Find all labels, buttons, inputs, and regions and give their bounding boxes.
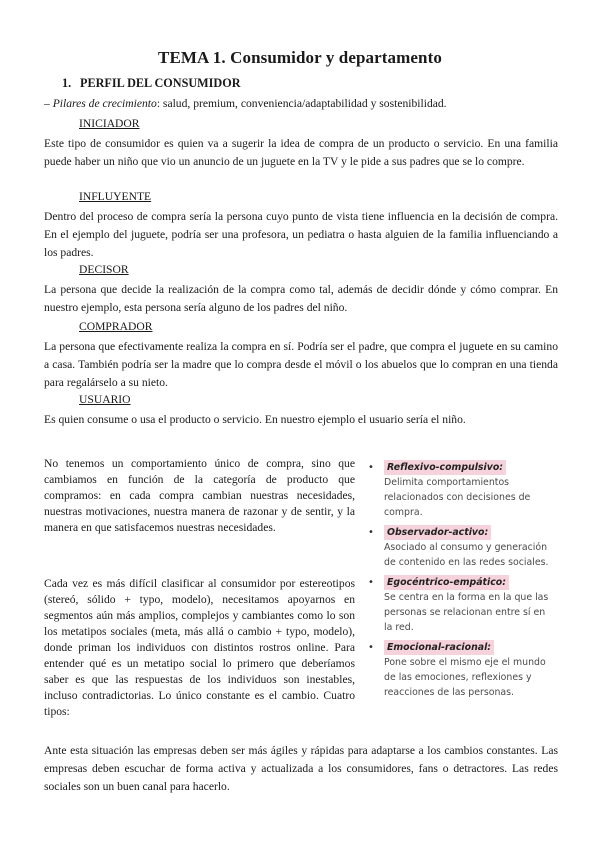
bullet-icon: • bbox=[368, 577, 374, 588]
section-heading-text: PERFIL DEL CONSUMIDOR bbox=[80, 76, 241, 90]
consumer-types-list bbox=[366, 460, 556, 705]
type-label: Emocional-racional: bbox=[384, 640, 494, 655]
page-title: TEMA 1. Consumidor y departamento bbox=[158, 48, 442, 67]
type-item bbox=[366, 575, 556, 635]
type-label: Egocéntrico-empático: bbox=[384, 575, 509, 590]
type-item bbox=[366, 640, 556, 700]
type-description: Se centra en la forma en la que las personas se relacionan entre sí en la red. bbox=[384, 592, 549, 633]
role-text-comprador: La persona que efectivamente realiza la compra en sí. Podría ser el padre, que compra el juguete en su camino a casa. También podría ser la madre que lo compra desde el móvil o los abuelos que lo compran en una tienda para regalárselo a su nieto. bbox=[44, 340, 558, 389]
role-text-decisor: La persona que decide la realización de la compra como tal, además de decidir dónde y cómo comprar. En nuestro ejemplo, esta persona sería alguno de los padres del niño. bbox=[44, 283, 558, 314]
type-label: Reflexivo-compulsivo: bbox=[384, 460, 506, 475]
type-item bbox=[366, 525, 556, 570]
left-paragraph-1: No tenemos un comportamiento único de compra, sino que cambiamos en función de la categoría de producto que compramos: en cada compra cambian nuestras necesidades, nuestras motivaciones, nuestra manera de razonar y de sentir, y la manera en que satisfacemos nuestras necesidades. bbox=[44, 457, 355, 534]
section-number: 1. bbox=[62, 76, 72, 90]
role-heading-iniciador: INICIADOR bbox=[79, 117, 140, 130]
type-description: Pone sobre el mismo eje el mundo de las emociones, reflexiones y reacciones de las personas. bbox=[384, 657, 546, 698]
bullet-icon: • bbox=[368, 642, 374, 653]
type-description: Delimita comportamientos relacionados con decisiones de compra. bbox=[384, 477, 531, 518]
type-description: Asociado al consumo y generación de contenido en las redes sociales. bbox=[384, 542, 549, 568]
type-item bbox=[366, 460, 556, 520]
role-heading-comprador: COMPRADOR bbox=[79, 320, 153, 333]
pillars-text: : salud, premium, conveniencia/adaptabilidad y sostenibilidad. bbox=[156, 97, 447, 110]
role-heading-influyente: INFLUYENTE bbox=[79, 190, 152, 203]
role-heading-decisor: DECISOR bbox=[79, 263, 129, 276]
pillars-label: Pilares de crecimiento bbox=[52, 97, 157, 110]
role-heading-usuario: USUARIO bbox=[79, 393, 131, 406]
left-paragraph-2: Cada vez es más difícil clasificar al consumidor por estereotipos (stereó, sólido + typo, modelo), necesitamos apoyarnos en segmentos aún más amplios, complejos y cambiantes como lo son los metatipos sociales (meta, más allá o cambio + typo, modelo), donde priman los individuos con distintos rostros online. Para entender qué es un metatipo social lo primero que deberíamos saber es que las respuestas de los individuos son inestables, incluso contradictorias. Lo único constante es el cambio. Cuatro tipos: bbox=[44, 577, 355, 718]
pillars-line bbox=[44, 95, 558, 113]
section-heading bbox=[62, 76, 241, 91]
role-text-iniciador: Este tipo de consumidor es quien va a sugerir la idea de compra de un producto o servicio. En una familia puede haber un niño que vio un anuncio de un juguete en la TV y le pide a sus padres que se lo compre. bbox=[44, 137, 558, 168]
type-label: Observador-activo: bbox=[384, 525, 491, 540]
bullet-icon: • bbox=[368, 527, 374, 538]
closing-paragraph: Ante esta situación las empresas deben ser más ágiles y rápidas para adaptarse a los cambios constantes. Las empresas deben escuchar de forma activa y actualizada a los consumidores, fans o detractores. Las redes sociales son un buen canal para hacerlo. bbox=[44, 744, 558, 793]
role-text-influyente: Dentro del proceso de compra sería la persona cuyo punto de vista tiene influencia en la decisión de compra. En el ejemplo del juguete, podría ser una profesora, un pediatra o hasta alguien de la familia influenciando a los padres. bbox=[44, 210, 558, 259]
role-text-usuario: Es quien consume o usa el producto o servicio. En nuestro ejemplo el usuario sería el niño. bbox=[44, 413, 466, 426]
bullet-icon: • bbox=[368, 462, 374, 473]
pillars-dash: – bbox=[44, 97, 53, 110]
